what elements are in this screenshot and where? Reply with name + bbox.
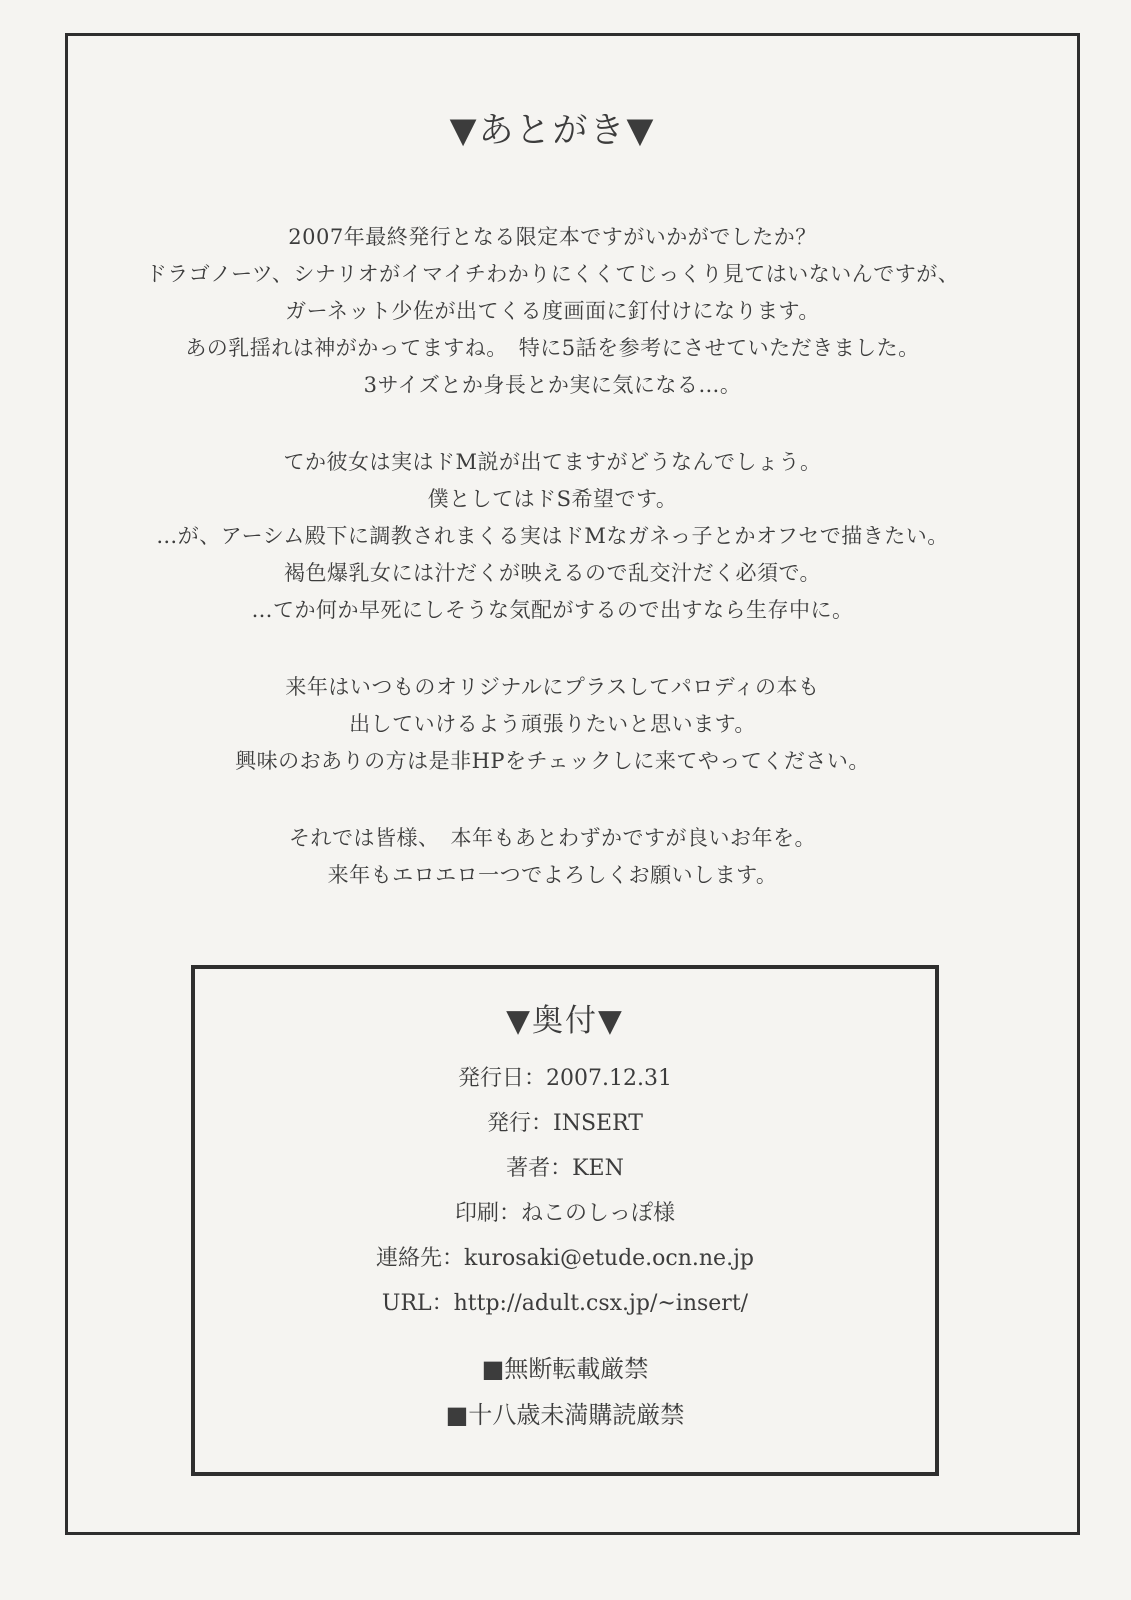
text-line: 興味のおありの方は是非HPをチェックしに来てやってください。 [235, 749, 870, 773]
colophon-entry-website-url: URL：http://adult.csx.jp/~insert/ [381, 1291, 749, 1316]
text-line: 来年もエロエロ一つでよろしくお願いします。 [327, 863, 778, 887]
text-line: 僕としてはドS希望です。 [427, 487, 678, 511]
colophon-entry-publisher: 発行：INSERT [487, 1111, 643, 1136]
afterword-paragraph-2 [68, 444, 1037, 629]
text-line: それでは皆様、 本年もあとわずかですが良いお年を。 [289, 826, 816, 850]
text-line: 2007年最終発行となる限定本ですがいかがでしたか？ [288, 225, 817, 249]
colophon-entry-publish-date: 発行日：2007.12.31 [458, 1066, 672, 1091]
afterword-paragraph-3 [68, 669, 1037, 780]
colophon-notice-adults-only: ■十八歳未満購読厳禁 [445, 1401, 685, 1429]
afterword-paragraph-1 [68, 219, 1037, 404]
colophon-notices [195, 1346, 935, 1438]
text-line: …てか何か早死にしそうな気配がするので出すなら生存中に。 [251, 598, 854, 622]
text-line: てか彼女は実はドM説が出てますがどうなんでしょう。 [283, 450, 822, 474]
text-line: 褐色爆乳女には汁だくが映えるので乱交汁だく必須で。 [283, 561, 822, 585]
afterword-text [68, 219, 1037, 934]
text-line: ガーネット少佐が出てくる度画面に釘付けになります。 [285, 299, 820, 323]
text-line: 3サイズとか身長とか実に気になる…。 [363, 373, 742, 397]
text-line: 出していけるよう頑張りたいと思います。 [349, 712, 756, 736]
page-border-frame [65, 33, 1080, 1535]
text-line: ドラゴノーツ、シナリオがイマイチわかりにくくてじっくり見てはいないんですが、 [145, 262, 960, 286]
afterword-title: ▼あとがき▼ [449, 111, 656, 151]
colophon-box [191, 965, 939, 1476]
colophon-entry-printer: 印刷：ねこのしっぽ様 [454, 1201, 675, 1226]
colophon-title: ▼奥付▼ [506, 1003, 624, 1039]
text-line: …が、アーシム殿下に調教されまくる実はドMなガネっ子とかオフセで描きたい。 [156, 524, 949, 548]
colophon-entry-author: 著者：KEN [506, 1156, 624, 1181]
colophon-entry-contact-email: 連絡先：kurosaki@etude.ocn.ne.jp [376, 1246, 754, 1271]
afterword-paragraph-4 [68, 820, 1037, 894]
colophon-notice-no-reproduction: ■無断転載厳禁 [481, 1355, 649, 1383]
text-line: あの乳揺れは神がかってますね。 特に5話を参考にさせていただきました。 [185, 336, 920, 360]
text-line: 来年はいつものオリジナルにプラスしてパロディの本も [285, 675, 820, 699]
